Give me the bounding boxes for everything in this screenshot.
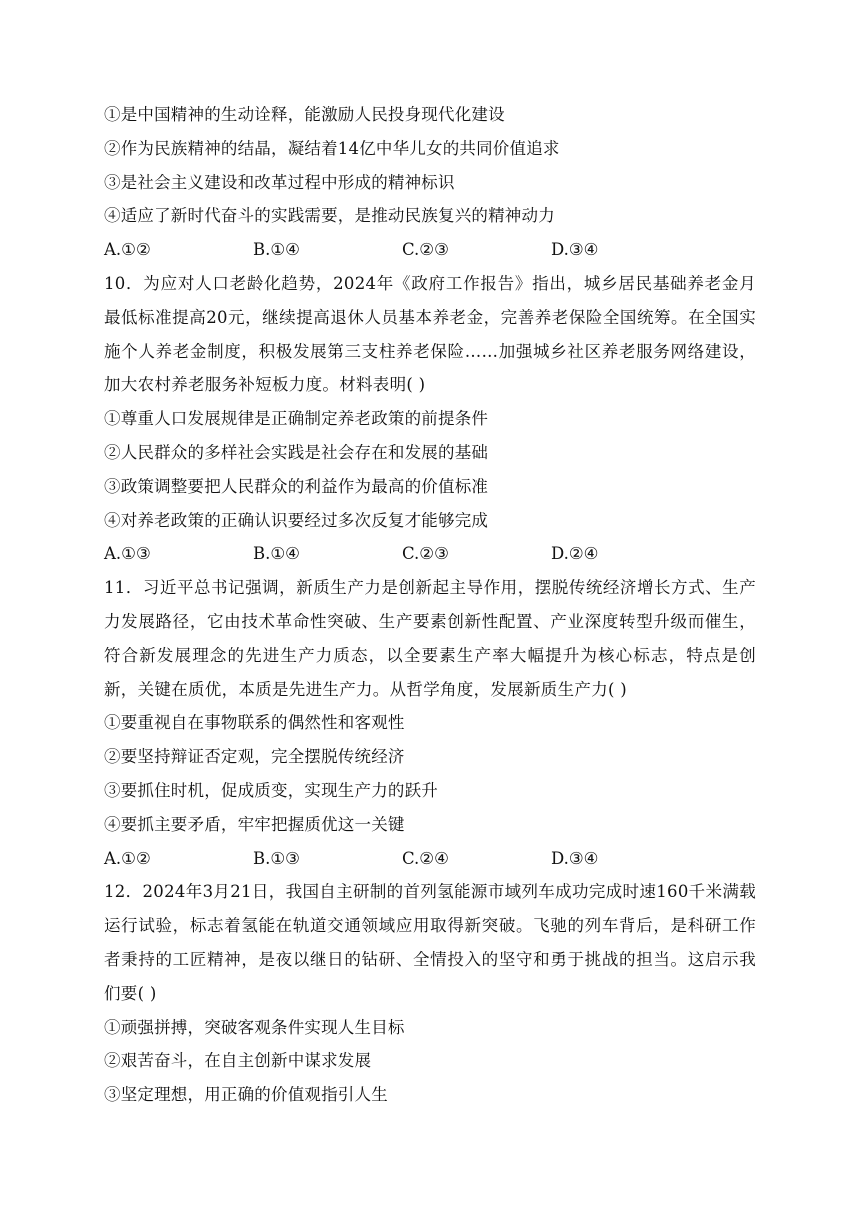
q11-item-2: ②要坚持辩证否定观，完全摆脱传统经济 [104,747,405,767]
q9-option-a: A.①② [104,240,151,260]
q10-item-3: ③政策调整要把人民群众的利益作为最高的价值标准 [104,476,489,496]
q12-item-3: ③坚定理想，用正确的价值观指引人生 [104,1085,388,1105]
q11-item-1: ①要重视自在事物联系的偶然性和客观性 [104,713,405,733]
question-10 [104,267,756,571]
q10-stem: 10．为应对人口老龄化趋势，2024年《政府工作报告》指出，城乡居民基础养老金月最低标准提高20元，继续提高退休人员基本养老金，完善养老保险全国统筹。在全国实施个人养老金制度，积极发展第三支柱养老保险……加强城乡社区养老服务网络建设，加大农村养老服务补短板力度。材料表明( ) [104,273,756,395]
q10-item-2: ②人民群众的多样社会实践是社会存在和发展的基础 [104,442,489,462]
q11-option-d: D.③④ [551,848,599,868]
q9-item-3: ③是社会主义建设和改革过程中形成的精神标识 [104,172,455,192]
q12-item-1: ①顽强拼搏，突破客观条件实现人生目标 [104,1017,405,1037]
q11-item-4: ④要抓主要矛盾，牢牢把握质优这一关键 [104,814,405,834]
question-12 [104,875,756,1112]
q11-option-c: C.②④ [402,848,449,868]
q9-item-1: ①是中国精神的生动诠释，能激励人民投身现代化建设 [104,105,505,124]
q11-item-3: ③要抓住时机，促成质变，实现生产力的跃升 [104,780,438,800]
question-11 [104,571,756,875]
q9-item-2: ②作为民族精神的结晶，凝结着14亿中华儿女的共同价值追求 [104,138,560,158]
q11-options [104,842,756,876]
q10-option-a: A.①③ [104,544,151,564]
q10-option-b: B.①④ [253,544,300,564]
question-9 [104,98,756,267]
question-content [104,98,756,1112]
q10-item-4: ④对养老政策的正确认识要经过多次反复才能够完成 [104,510,489,530]
q11-option-b: B.①③ [253,848,300,868]
q10-option-d: D.②④ [551,544,599,564]
q10-option-c: C.②③ [402,544,449,564]
q10-item-1: ①尊重人口发展规律是正确制定养老政策的前提条件 [104,409,489,429]
q12-stem: 12．2024年3月21日，我国自主研制的首列氢能源市域列车成功完成时速160千米满载运行试验，标志着氢能在轨道交通领域应用取得新突破。飞驰的列车背后，是科研工作者秉持的工匠精神，是夜以继日的钻研、全情投入的坚守和勇于挑战的担当。这启示我们要( ) [104,882,756,1003]
q9-option-d: D.③④ [551,240,599,260]
q10-options [104,537,756,571]
q11-stem: 11．习近平总书记强调，新质生产力是创新起主导作用，摆脱传统经济增长方式、生产力发展路径，它由技术革命性突破、生产要素创新性配置、产业深度转型升级而催生，符合新发展理念的先进生产力质态，以全要素生产率大幅提升为核心标志，特点是创新，关键在质优，本质是先进生产力。从哲学角度，发展新质生产力( ) [104,578,756,699]
q9-option-c: C.②③ [402,240,449,260]
q9-option-b: B.①④ [253,240,300,260]
q9-item-4: ④适应了新时代奋斗的实践需要，是推动民族复兴的精神动力 [104,206,555,226]
q9-options [104,233,756,267]
q11-option-a: A.①② [104,848,151,868]
q12-item-2: ②艰苦奋斗，在自主创新中谋求发展 [104,1051,372,1071]
